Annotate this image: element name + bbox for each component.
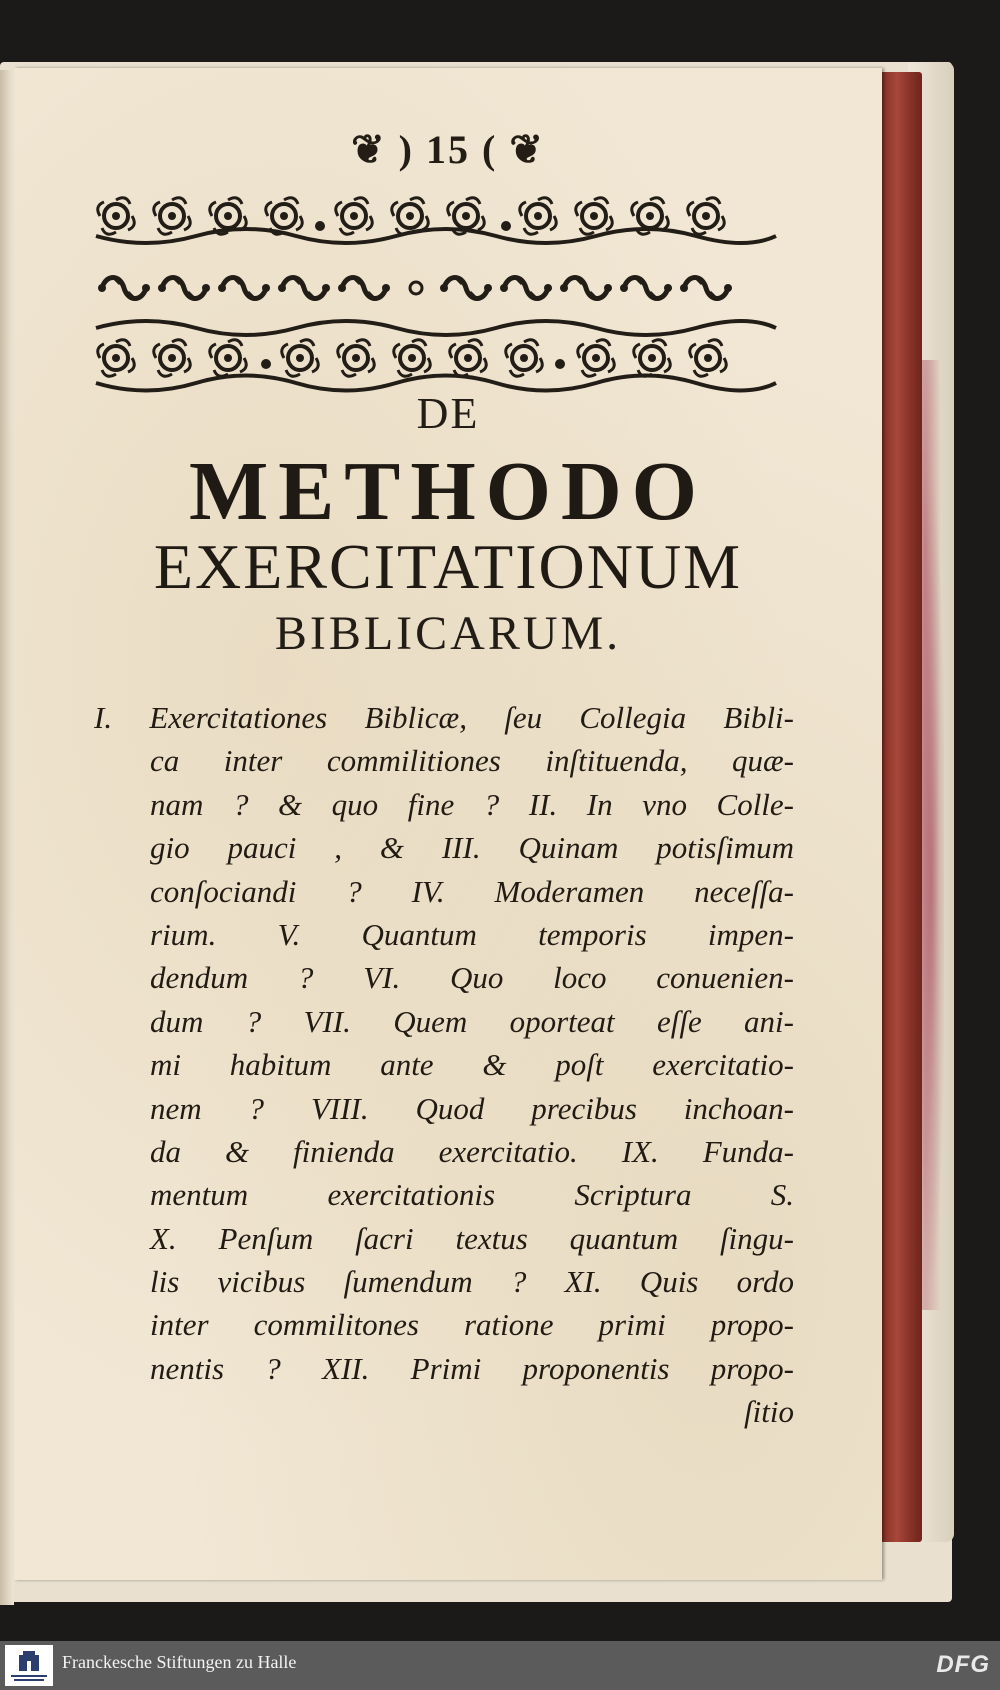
- text-line: ca inter commilitiones inſtituenda, quæ-: [150, 743, 794, 779]
- text-line: X. Penſum ſacri textus quantum ſingu-: [150, 1220, 794, 1256]
- spine-edge: [0, 70, 14, 1605]
- title-subtitle: EXERCITATIONUM: [153, 531, 743, 602]
- catchword: ſitio: [744, 1394, 794, 1430]
- text-line: dendum ? VI. Quo loco conuenien-: [150, 960, 794, 996]
- text-line: rium. V. Quantum temporis impen-: [150, 916, 794, 952]
- title-subtitle-2: BIBLICARUM.: [274, 607, 622, 660]
- page-number-ornament-left: ❦ ): [351, 127, 426, 172]
- text-line: dum ? VII. Quem oporteat eſſe ani-: [150, 1003, 794, 1039]
- text-line: nem ? VIII. Quod precibus inchoan-: [150, 1090, 794, 1126]
- floral-headpiece-ornament-icon: [86, 178, 781, 423]
- text-line: mentum exercitationis Scriptura S.: [150, 1177, 794, 1213]
- text-line: inter commilitones ratione primi propo-: [150, 1307, 794, 1343]
- francke-foundation-logo-icon: [5, 1645, 53, 1686]
- page-number: [14, 126, 882, 173]
- institution-link[interactable]: Franckesche Stiftungen zu Halle: [62, 1652, 297, 1672]
- title-de: DE: [416, 389, 480, 438]
- text-line: gio pauci , & III. Quinam potisſimum: [150, 830, 794, 866]
- title-main: METHODO: [188, 445, 707, 538]
- viewer-footer-bar: [0, 1641, 1000, 1690]
- text-line: nam ? & quo fine ? II. In vno Colle-: [150, 786, 794, 822]
- text-line: mi habitum ante & poſt exercitatio-: [150, 1047, 794, 1083]
- text-line: nentis ? XII. Primi proponentis propo-: [150, 1350, 794, 1386]
- text-line: lis vicibus ſumendum ? XI. Quis ordo: [150, 1264, 794, 1300]
- text-line: da & finienda exercitatio. IX. Funda-: [150, 1133, 794, 1169]
- body-text: [94, 696, 794, 1434]
- text-line: conſociandi ? IV. Moderamen neceſſa-: [150, 873, 794, 909]
- page-number-value: 15: [426, 127, 470, 172]
- book-page: [14, 68, 882, 1580]
- page-number-ornament-right: ( ❦: [470, 127, 545, 172]
- dfg-logo[interactable]: DFG: [936, 1651, 990, 1678]
- text-line: I. Exercitationes Biblicæ, ſeu Collegia Bibli-: [94, 700, 794, 735]
- red-page-edge: [880, 72, 922, 1542]
